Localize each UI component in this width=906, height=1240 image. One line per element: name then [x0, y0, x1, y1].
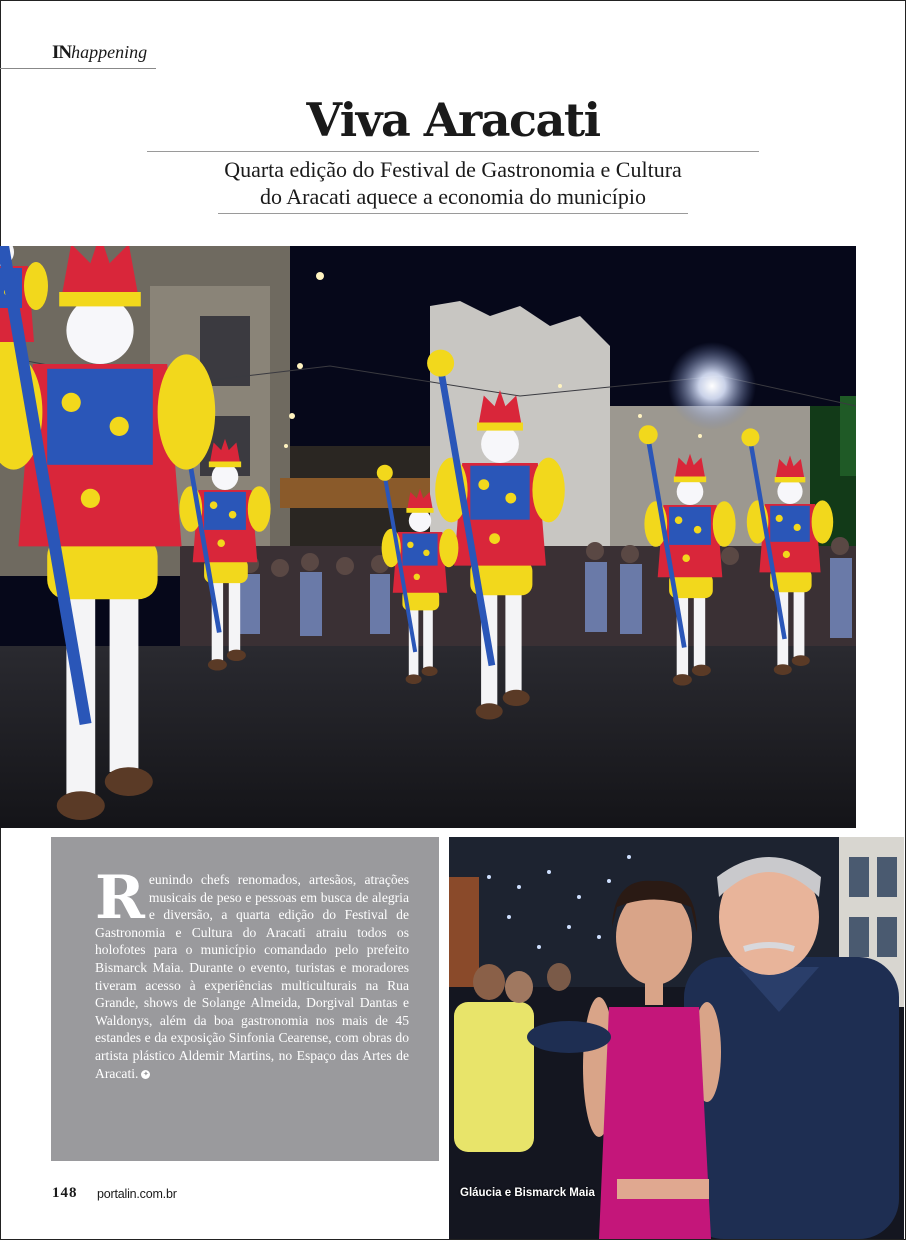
article-body-text: eunindo chefs renomados, artesãos, atrações musicais de peso e pessoas em busca de alegria e diversão, a quarta edição do Festival de Gastronomia e Cultura do Aracati atraiu todos os holofotes para o município comandado pelo prefeito Bismarck Maia. Durante o evento, turistas e moradores tiveram acesso à experiências multiculturais na Rua Grande, shows de Solange Almeida, Dorgival Dantas e Waldonys, além da boa gastronomia nos mais de 45 estandes e da exposição Sinfonia Cearense, com obras do artista plástico Aldemir Martins, no Espaço das Artes de Aracati.	[95, 872, 409, 1081]
festival-main-photo	[0, 246, 856, 828]
page-number: 148	[52, 1185, 78, 1201]
photo-caption: Gláucia e Bismarck Maia	[460, 1187, 595, 1199]
section-tag	[52, 40, 147, 65]
article-body	[95, 863, 409, 1082]
subtitle-line-2: do Aracati aquece a economia do município	[259, 184, 647, 209]
article-title: Viva Aracati	[306, 93, 600, 147]
end-of-article-icon: ✦	[142, 1069, 149, 1078]
subtitle-rule	[218, 213, 688, 214]
title-rule	[147, 151, 759, 152]
couple-photo-illustration	[449, 837, 904, 1239]
subtitle-line-1: Quarta edição do Festival de Gastronomia e Cultura	[224, 157, 682, 182]
section-rule	[0, 68, 156, 69]
festival-photo-illustration	[0, 246, 856, 828]
site-url: portalin.com.br	[97, 1187, 177, 1201]
article-subtitle	[0, 156, 906, 210]
article-body-box	[51, 837, 439, 1161]
drop-cap: R	[95, 863, 145, 933]
section-name: happening	[71, 42, 148, 62]
section-prefix: IN	[52, 42, 72, 63]
couple-photo	[449, 837, 904, 1239]
